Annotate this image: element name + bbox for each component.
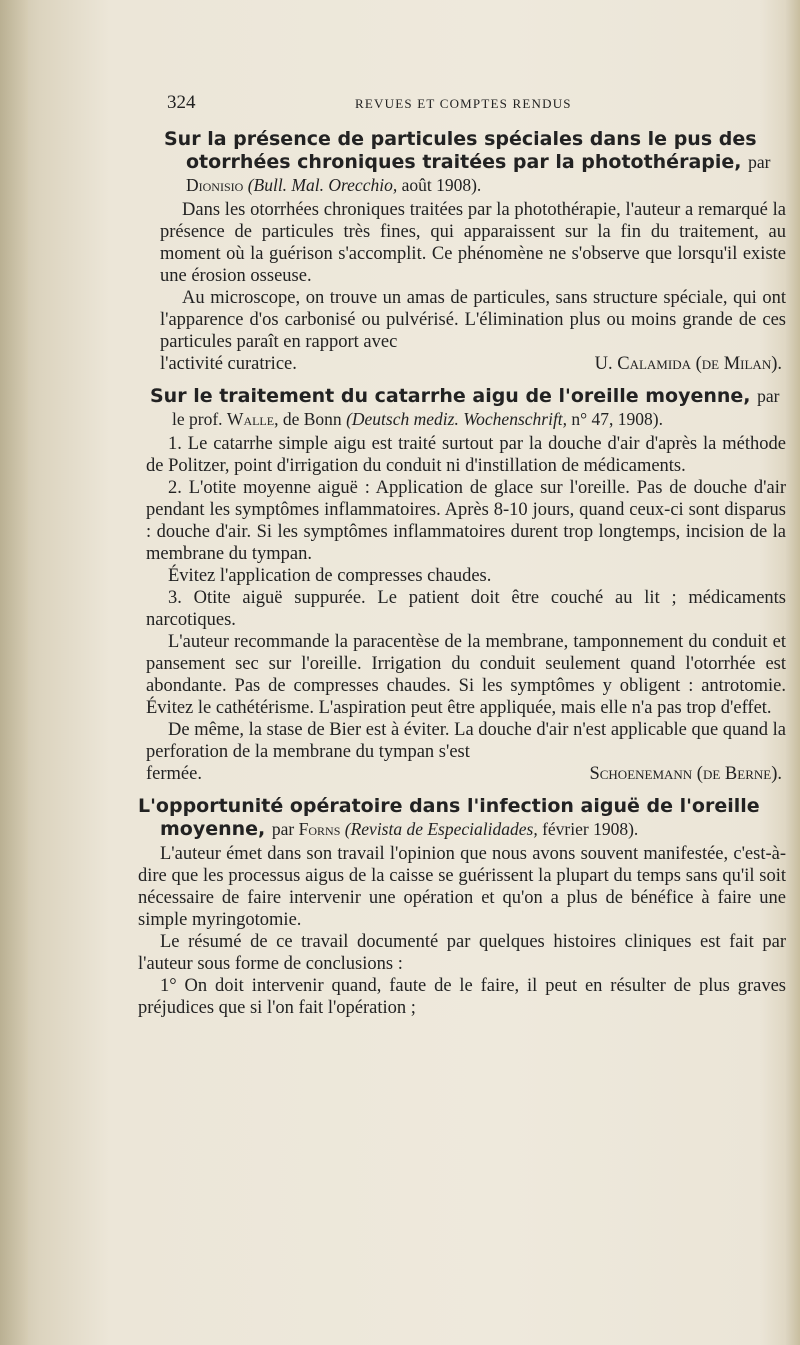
citation-date: n° 47, 1908). [571, 409, 663, 429]
article-title [138, 795, 786, 841]
article-title-text: Sur la présence de particules spéciales dans le pus des otorrhées chroniques traitées par la photothérapie, [164, 128, 757, 173]
paragraph: 2. L'otite moyenne aiguë : Application de glace sur l'oreille. Pas de douche d'air pendant les symptômes inflammatoires. Après 8-10 jours, quand ceux-ci sont disparus : douche d'air. Si les symptômes inflammatoires durent trop longtemps, incision de la membrane du tympan. [146, 478, 786, 564]
article-citation [272, 819, 638, 839]
signature-line [138, 353, 786, 375]
running-head: REVUES ET COMPTES RENDUS [355, 96, 572, 111]
citation-author: Forns [298, 819, 341, 839]
paragraph: De même, la stase de Bier est à éviter. La douche d'air n'est applicable que quand la perforation de la membrane du tympan s'est [146, 720, 786, 762]
article-1 [138, 128, 786, 375]
article-2 [138, 385, 786, 785]
reviewer-signature: Schoenemann (de Berne). [589, 764, 782, 784]
citation-journal: (Revista de Especialidades, [344, 819, 538, 839]
citation-location: de Bonn [282, 409, 342, 429]
paragraph: L'auteur émet dans son travail l'opinion que nous avons souvent manifestée, c'est-à-dire que les processus aigus de la caisse se guérissent la plupart du temps sans qu'il soit nécessaire de faire intervenir une opération et qu'on a plus de bénéfice à faire une simple myringotomie. [138, 844, 786, 930]
article-title-text: L'opportunité opératoire dans l'infection aiguë de l'oreille moyenne, [138, 795, 760, 840]
paragraph: Au microscope, on trouve un amas de particules, sans structure spéciale, qui ont l'apparence d'os carbonisé ou pulvérisé. L'élimination plus ou moins grande de ces particules paraît en rapport avec [160, 288, 786, 352]
signature-line [138, 763, 786, 785]
article-title [138, 128, 786, 197]
citation-date: février 1908). [542, 819, 639, 839]
reviewer-signature: U. Calamida (de Milan). [594, 354, 782, 374]
paragraph: 3. Otite aiguë suppurée. Le patient doit être couché au lit ; médicaments narcotiques. [146, 588, 786, 630]
text-column [138, 128, 786, 1019]
citation-author: Walle, [226, 409, 279, 429]
citation-prefix: par le prof. [172, 386, 780, 429]
page-number: 324 [167, 92, 196, 113]
page-left-edge [0, 0, 28, 1345]
paragraph-last-line: l'activité curatrice. [160, 354, 297, 374]
citation-journal: (Deutsch mediz. Wochenschrift, [346, 409, 568, 429]
page-header [165, 92, 785, 122]
citation-prefix: par [748, 152, 771, 172]
citation-author: Dionisio [186, 175, 244, 195]
article-3 [138, 795, 786, 1019]
paragraph: Le résumé de ce travail documenté par quelques histoires cliniques est fait par l'auteur sous forme de conclusions : [138, 932, 786, 974]
citation-prefix: par [271, 819, 295, 839]
paragraph: L'auteur recommande la paracentèse de la membrane, tamponnement du conduit et pansement sec sur l'oreille. Irrigation du conduit seulement quand l'otorrhée est abondante. Pas de compresses chaudes. Si les symptômes y obligent : antrotomie. Évitez le cathétérisme. L'aspiration peut être appliquée, mais elle n'a pas trop d'effet. [146, 632, 786, 718]
paragraph: Évitez l'application de compresses chaudes. [168, 566, 492, 586]
article-title-text: Sur le traitement du catarrhe aigu de l'oreille moyenne, [150, 385, 751, 407]
paragraph: 1° On doit intervenir quand, faute de le faire, il peut en résulter de plus graves préjudices que si l'on fait l'opération ; [138, 976, 786, 1018]
paragraph: 1. Le catarrhe simple aigu est traité surtout par la douche d'air d'après la méthode de Politzer, point d'irrigation du conduit ni d'instillation de médicaments. [146, 434, 786, 476]
paragraph: Dans les otorrhées chroniques traitées par la photothérapie, l'auteur a remarqué la présence de particules très fines, qui apparaissent sur la fin du traitement, au moment où la guérison s'accomplit. Ce phénomène ne s'observe que lorsqu'il existe une érosion osseuse. [160, 200, 786, 286]
citation-journal: (Bull. Mal. Orecchio, [247, 175, 398, 195]
paragraph-last-line: fermée. [146, 764, 202, 784]
citation-date: août 1908). [401, 175, 482, 195]
article-title [138, 385, 786, 431]
page-right-edge [786, 0, 800, 1345]
